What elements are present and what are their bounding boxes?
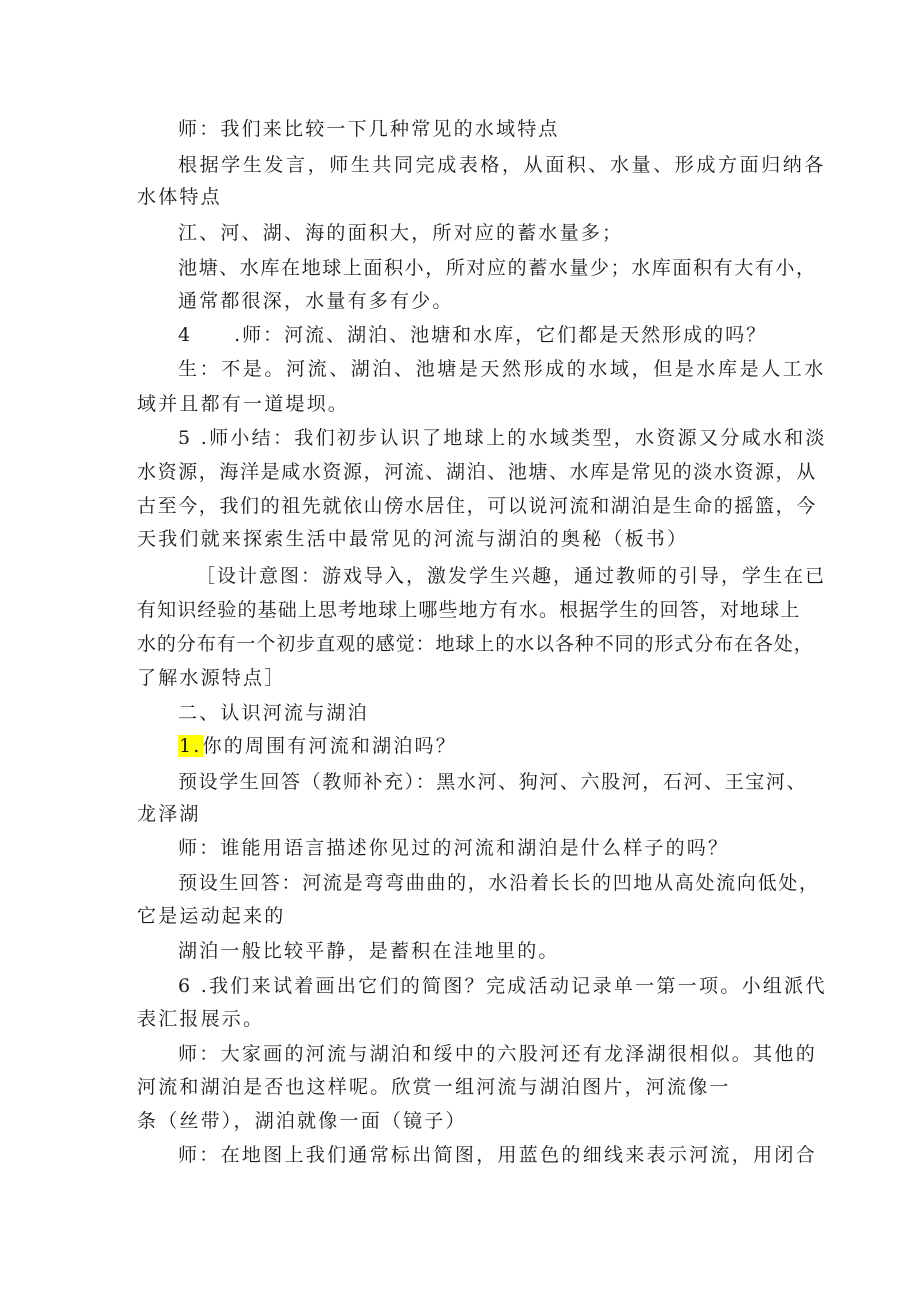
- text-line: 预设学生回答（教师补充）：黑水河、狗河、六股河，石河、王宝河、: [178, 771, 808, 793]
- list-item: [178, 734, 457, 758]
- text-line: 湖泊一般比较平静，是蓄积在洼地里的。: [178, 940, 560, 962]
- text-line: 师：谁能用语言描述你见过的河流和湖泊是什么样子的吗？: [178, 837, 730, 859]
- text-line: 师：大家画的河流与湖泊和绥中的六股河还有龙泽湖很相似。其他的: [178, 1043, 818, 1065]
- text-line: 龙泽湖: [137, 803, 201, 825]
- text-line: 河流和湖泊是否也这样呢。欣赏一组河流与湖泊图片，河流像一: [137, 1076, 731, 1098]
- question-text: 你的周围有河流和湖泊吗？: [202, 735, 457, 757]
- text-line: 预设生回答：河流是弯弯曲曲的，水沿着长长的凹地从高处流向低处，: [178, 872, 820, 894]
- highlighted-number: 1.: [179, 735, 202, 757]
- text-line: 天我们就来探索生活中最常见的河流与湖泊的奥秘（板书）: [137, 528, 689, 550]
- text-line: 水的分布有一个初步直观的感觉：地球上的水以各种不同的形式分布在各处，: [137, 633, 814, 655]
- text-line: 通常都很深，水量有多有少。: [178, 290, 454, 312]
- text-line: 表汇报展示。: [137, 1008, 265, 1030]
- text-line: 生：不是。河流、湖泊、池塘是天然形成的水域，但是水库是人工水: [178, 358, 827, 380]
- text-line: 有知识经验的基础上思考地球上哪些地方有水。根据学生的回答，对地球上: [137, 599, 801, 621]
- text-line: 水体特点: [137, 186, 222, 208]
- text-line: 条（丝带），湖泊就像一面（镜子）: [137, 1110, 467, 1132]
- text-line: 师：在地图上我们通常标出简图，用蓝色的细线来表示河流，用闭合: [178, 1144, 818, 1166]
- text-line: 古至今，我们的祖先就依山傍水居住，可以说河流和湖泊是生命的摇篮，今: [137, 495, 817, 517]
- text-line: 它是运动起来的: [137, 905, 286, 927]
- text-line: 了解水源特点］: [137, 667, 286, 689]
- text-line: 师：我们来比较一下几种常见的水域特点: [178, 118, 560, 140]
- text-line: 4 .师：河流、湖泊、池塘和水库，它们都是天然形成的吗？: [178, 324, 768, 346]
- text-line: 池塘、水库在地球上面积小，所对应的蓄水量少；水库面积有大有小，: [178, 257, 817, 279]
- section-heading: 二、认识河流与湖泊: [178, 702, 369, 724]
- text-line: 6 .我们来试着画出它们的简图？完成活动记录单一第一项。小组派代: [178, 975, 827, 997]
- text-line: 水资源，海洋是咸水资源，河流、湖泊、池塘、水库是常见的淡水资源，从: [137, 461, 817, 483]
- text-line: 江、河、湖、海的面积大，所对应的蓄水量多；: [178, 222, 624, 244]
- text-line: 域并且都有一道堤坝。: [137, 393, 350, 415]
- text-line: ［设计意图：游戏导入，激发学生兴趣，通过教师的引导，学生在已: [196, 565, 827, 587]
- text-line: 5 .师小结：我们初步认识了地球上的水域类型，水资源又分咸水和淡: [178, 427, 827, 449]
- text-line: 根据学生发言，师生共同完成表格，从面积、水量、形成方面归纳各: [178, 154, 827, 176]
